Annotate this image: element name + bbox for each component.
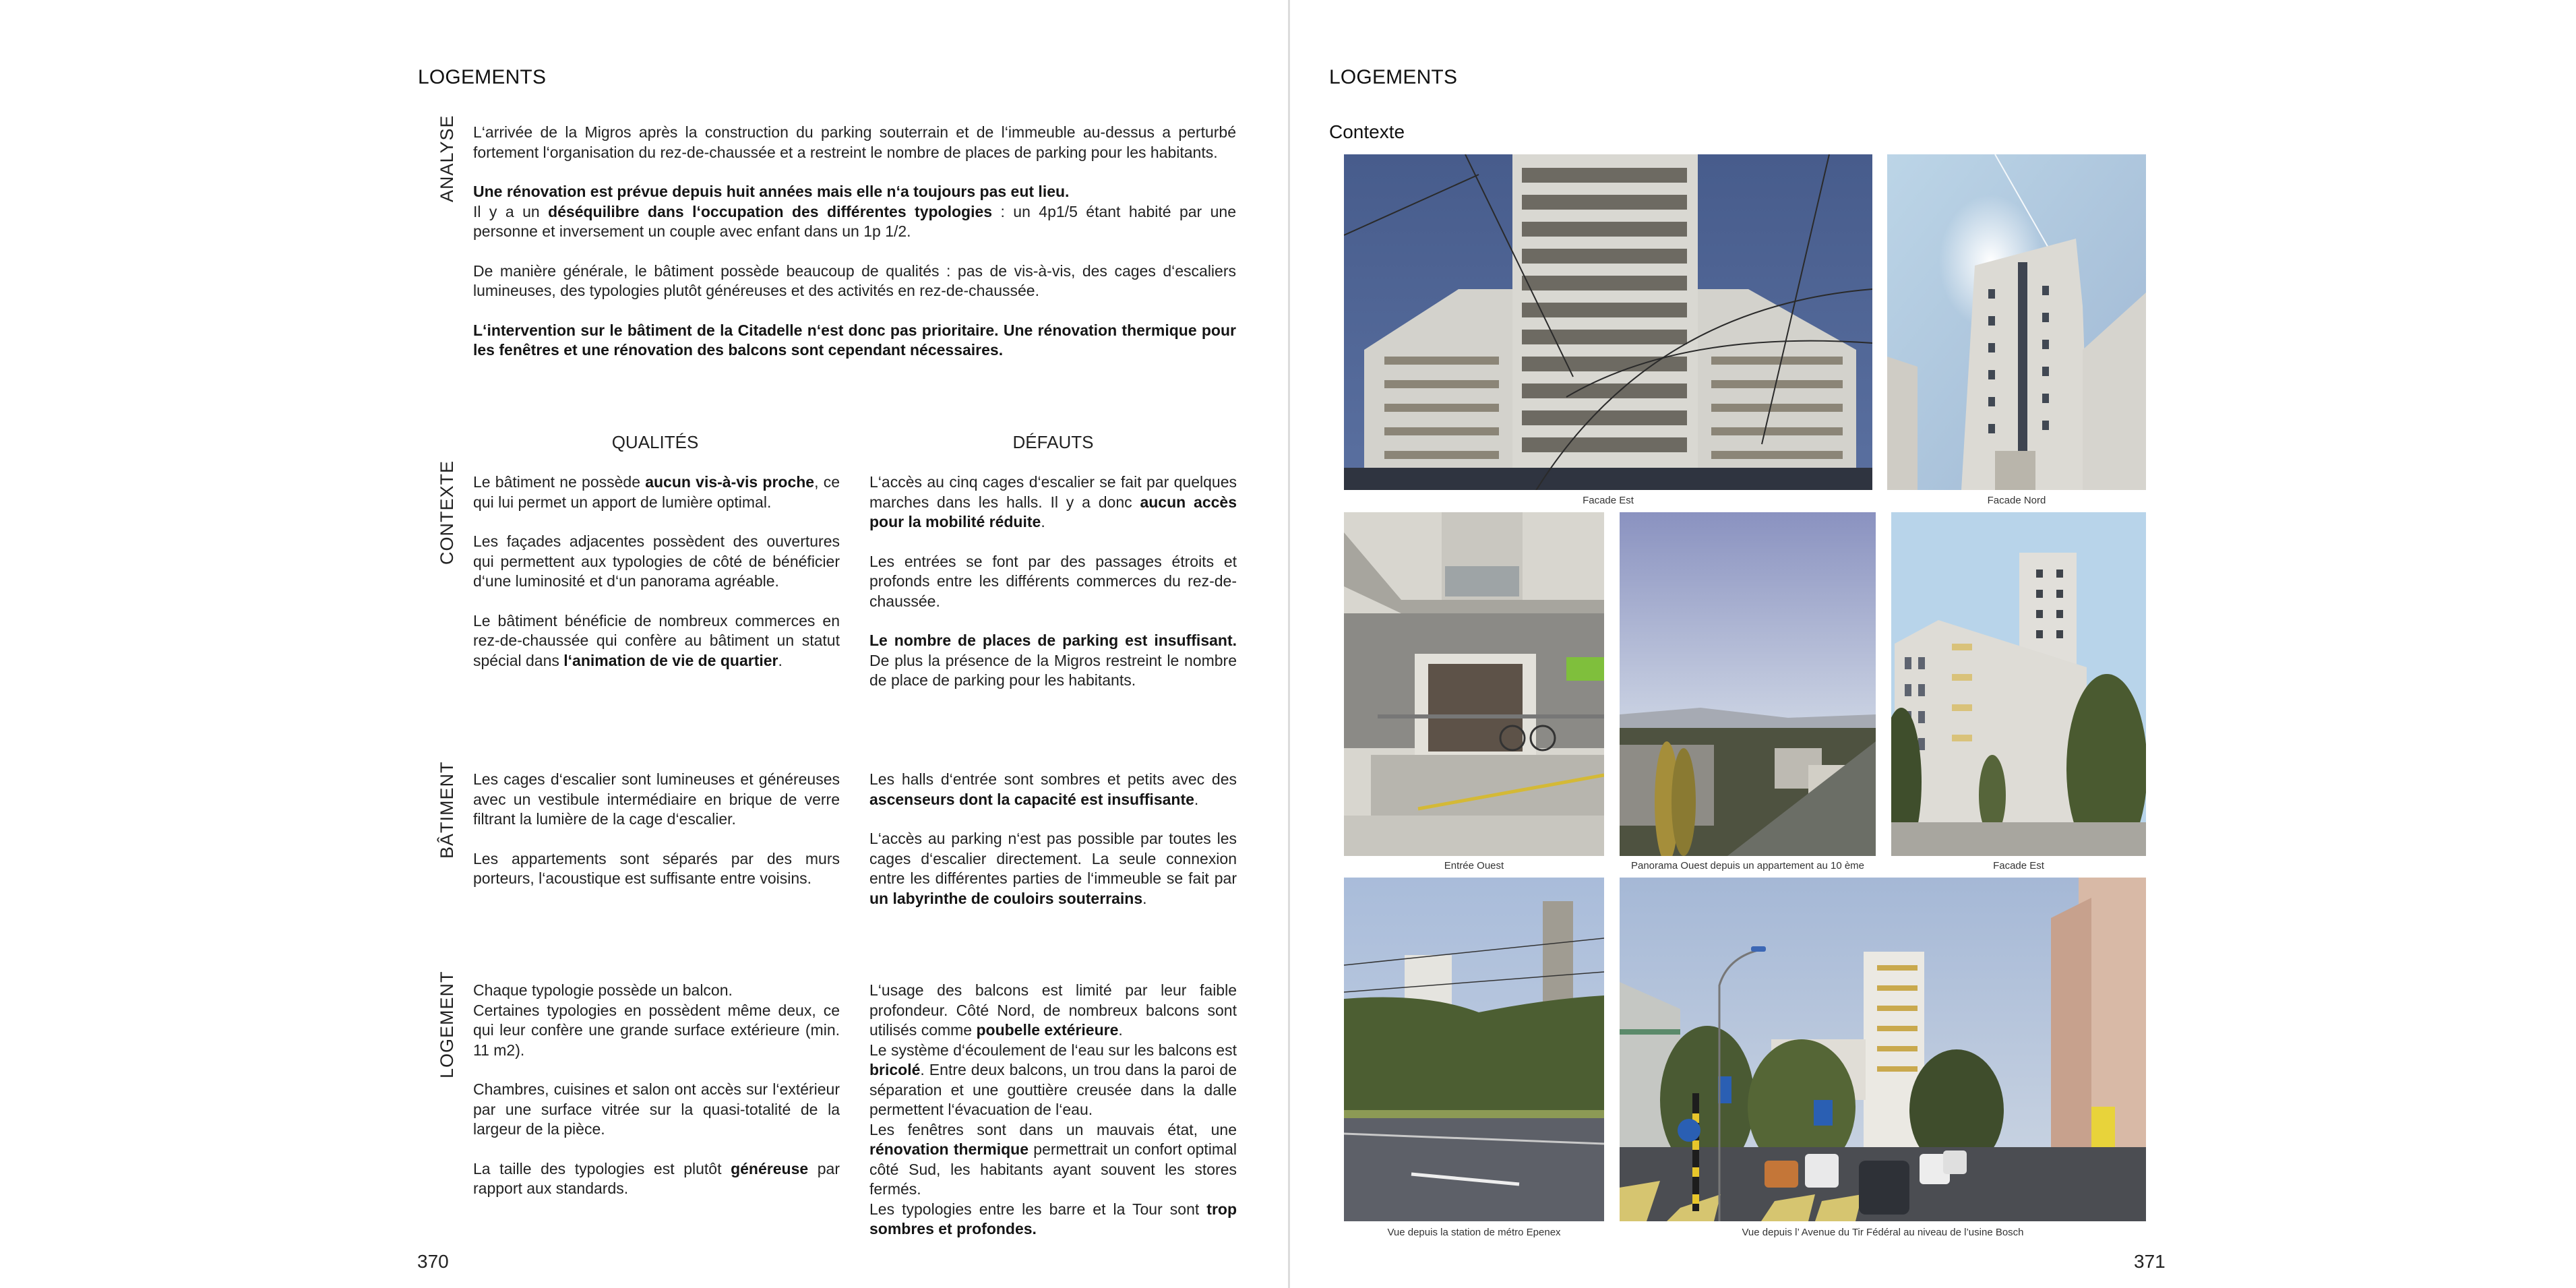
right-page-number: 371 (2134, 1251, 2166, 1272)
text-run: De manière générale, le bâtiment possède beaucoup de qualités : pas de vis-à-vis, des cages d‘escaliers lumineuses, des typologies plutôt généreuses et des activités en rez-de-chaussée. (473, 262, 1236, 299)
text-run: L‘arrivée de la Migros après la construction du parking souterrain et de l‘immeuble au-dessus a perturbé fortement l‘organisation du rez-de-chaussée et a restreint le nombre de places de parking pour les habitants. (473, 123, 1236, 161)
bold-text: un labyrinthe de couloirs souterrains (869, 889, 1143, 907)
text-run: . Entre deux balcons, un trou dans la paroi de séparation et une gouttière creusée dans la dalle permettent l‘évacuation de l‘eau. (869, 1061, 1237, 1118)
caption-photo-5: Facade Est (1993, 860, 2044, 871)
bold-text: déséquilibre dans l‘occupation des différentes typologies (548, 202, 993, 220)
section-label-batiment: BÂTIMENT (437, 761, 457, 859)
left-page-number: 370 (417, 1251, 449, 1272)
text-run: par rapport aux standards. (473, 1159, 840, 1197)
right-page-title: LOGEMENTS (1329, 66, 1458, 88)
text-run: De plus la présence de la Migros restreint le nombre de place de parking pour les habitants. (869, 651, 1237, 689)
section-label-analyse: ANALYSE (437, 115, 457, 202)
text-run: . (1118, 1021, 1123, 1039)
paragraph (473, 202, 1236, 242)
text-run: permettrait un confort optimal côté Sud, les habitants ayant souvent les stores fermés. (869, 1140, 1237, 1198)
bold-text: bricolé (869, 1061, 921, 1078)
paragraph (869, 1120, 1237, 1200)
paragraph (473, 981, 840, 1001)
bold-text: aucun accès pour la mobilité réduite (869, 493, 1237, 530)
paragraph (473, 182, 1236, 202)
bold-text: aucun vis-à-vis proche (645, 473, 815, 491)
right-page-subtitle: Contexte (1329, 121, 1405, 142)
paragraph (869, 631, 1237, 691)
batiment-defauts-text (869, 770, 1237, 909)
text-run: Les façades adjacentes possèdent des ouvertures qui permettent aux typologies de côté de bénéficier d‘une luminosité et d‘un panorama agréable. (473, 532, 840, 590)
logement-defauts-text (869, 981, 1237, 1239)
text-run: Le système d‘écoulement de l‘eau sur les balcons est (869, 1041, 1237, 1059)
bold-text: poubelle extérieure (976, 1021, 1119, 1039)
photo-vue-avenue-tir-federal (1620, 878, 2146, 1221)
caption-photo-1: Facade Est (1583, 495, 1634, 506)
caption-photo-4: Panorama Ouest depuis un appartement au 10 ème (1630, 860, 1865, 871)
paragraph (869, 981, 1237, 1041)
text-run: Chambres, cuisines et salon ont accès sur l‘extérieur par une surface vitrée sur la quasi-totalité de la largeur de la pièce. (473, 1080, 840, 1138)
text-run: Il y a un (473, 202, 549, 220)
paragraph (869, 552, 1237, 612)
text-run: L‘usage des balcons est limité par leur faible profondeur. Côté Nord, de nombreux balcons sont utilisés comme (869, 981, 1237, 1039)
paragraph (473, 262, 1236, 301)
text-run: : un 4p1/5 étant habité par une personne et inversement un couple avec enfant dans un 1p 1/2. (473, 202, 1237, 240)
paragraph (473, 532, 840, 592)
paragraph (473, 123, 1236, 162)
paragraph (473, 849, 840, 889)
page-gutter-divider (1288, 0, 1290, 1288)
photo-facade-est-2 (1891, 512, 2146, 856)
paragraph (869, 770, 1237, 809)
text-run: Certaines typologies en possèdent même deux, ce qui leur confère une grande surface extérieure (min. 11 m2). (473, 1001, 840, 1059)
text-run: Le bâtiment ne possède (473, 473, 646, 491)
paragraph (869, 472, 1237, 532)
section-label-contexte: CONTEXTE (437, 460, 457, 565)
paragraph (473, 1080, 840, 1140)
analyse-text (473, 123, 1236, 361)
photo-vue-station-epenex (1344, 878, 1604, 1221)
text-run: Les fenêtres sont dans un mauvais état, une (869, 1120, 1237, 1138)
text-run: . (1041, 513, 1045, 530)
logement-qualites-text (473, 981, 840, 1199)
contexte-defauts-text (869, 472, 1237, 691)
paragraph (473, 321, 1236, 361)
photo-panorama-ouest (1620, 512, 1876, 856)
bold-text: Une rénovation est prévue depuis huit années mais elle n‘a toujours pas eut lieu. (473, 183, 1070, 200)
section-label-logement: LOGEMENT (437, 971, 457, 1078)
caption-photo-2: Facade Nord (1987, 495, 2046, 506)
paragraph (473, 1001, 840, 1061)
text-run: L‘accès au cinq cages d‘escalier se fait par quelques marches dans les halls. Il y a donc (869, 473, 1237, 511)
paragraph (473, 472, 840, 512)
text-run: Les entrées se font par des passages étroits et profonds entre les différents commerces du rez-de-chaussée. (869, 552, 1237, 610)
text-run: . (1142, 889, 1147, 907)
bold-text: l‘animation de vie de quartier (563, 651, 778, 669)
bold-text: L‘intervention sur le bâtiment de la Citadelle n‘est donc pas prioritaire. Une rénovation thermique pour les fenêtres et une rénovation des balcons sont cependant nécessaires. (473, 321, 1236, 359)
left-page-title: LOGEMENTS (418, 66, 547, 88)
text-run: Les halls d‘entrée sont sombres et petits avec des (869, 770, 1237, 788)
caption-photo-3: Entrée Ouest (1444, 860, 1504, 871)
column-header-qualites: QUALITÉS (611, 432, 699, 452)
paragraph (473, 611, 840, 671)
batiment-qualites-text (473, 770, 840, 889)
column-header-defauts: DÉFAUTS (1012, 432, 1094, 452)
paragraph (473, 770, 840, 830)
text-run: Les typologies entre les barre et la Tour sont (869, 1200, 1207, 1218)
paragraph (473, 1159, 840, 1199)
bold-text: ascenseurs dont la capacité est insuffisante (869, 790, 1194, 808)
text-run: Les appartements sont séparés par des murs porteurs, l‘acoustique est suffisante entre voisins. (473, 849, 840, 887)
text-run: , ce qui lui permet un apport de lumière optimal. (473, 473, 840, 511)
paragraph (869, 829, 1237, 909)
text-run: La taille des typologies est plutôt (473, 1159, 731, 1177)
contexte-qualites-text (473, 472, 840, 671)
photo-facade-nord (1887, 154, 2146, 490)
text-run: L‘accès au parking n‘est pas possible par toutes les cages d‘escalier directement. La seule connexion entre les différentes parties de l‘immeuble se fait par (869, 830, 1237, 887)
paragraph (869, 1200, 1237, 1239)
bold-text: trop sombres et profondes. (869, 1200, 1237, 1237)
text-run: . (1194, 790, 1199, 808)
text-run: . (778, 651, 783, 669)
text-run: Les cages d‘escalier sont lumineuses et généreuses avec un vestibule intermédiaire en brique de verre filtrant la lumière de la cage d‘escalier. (473, 770, 840, 828)
text-run: Le bâtiment bénéficie de nombreux commerces en rez-de-chaussée qui confère au bâtiment un statut spécial dans (473, 611, 840, 669)
bold-text: rénovation thermique (869, 1140, 1029, 1158)
text-run: Chaque typologie possède un balcon. (473, 981, 733, 999)
paragraph (869, 1041, 1237, 1120)
caption-photo-7: Vue depuis l’ Avenue du Tir Fédéral au niveau de l’usine Bosch (1742, 1227, 2024, 1238)
bold-text: Le nombre de places de parking est insuffisant. (869, 632, 1237, 649)
photo-entree-ouest (1344, 512, 1604, 856)
bold-text: généreuse (731, 1159, 809, 1177)
photo-facade-est-1 (1344, 154, 1872, 490)
caption-photo-6: Vue depuis la station de métro Epenex (1387, 1227, 1561, 1238)
